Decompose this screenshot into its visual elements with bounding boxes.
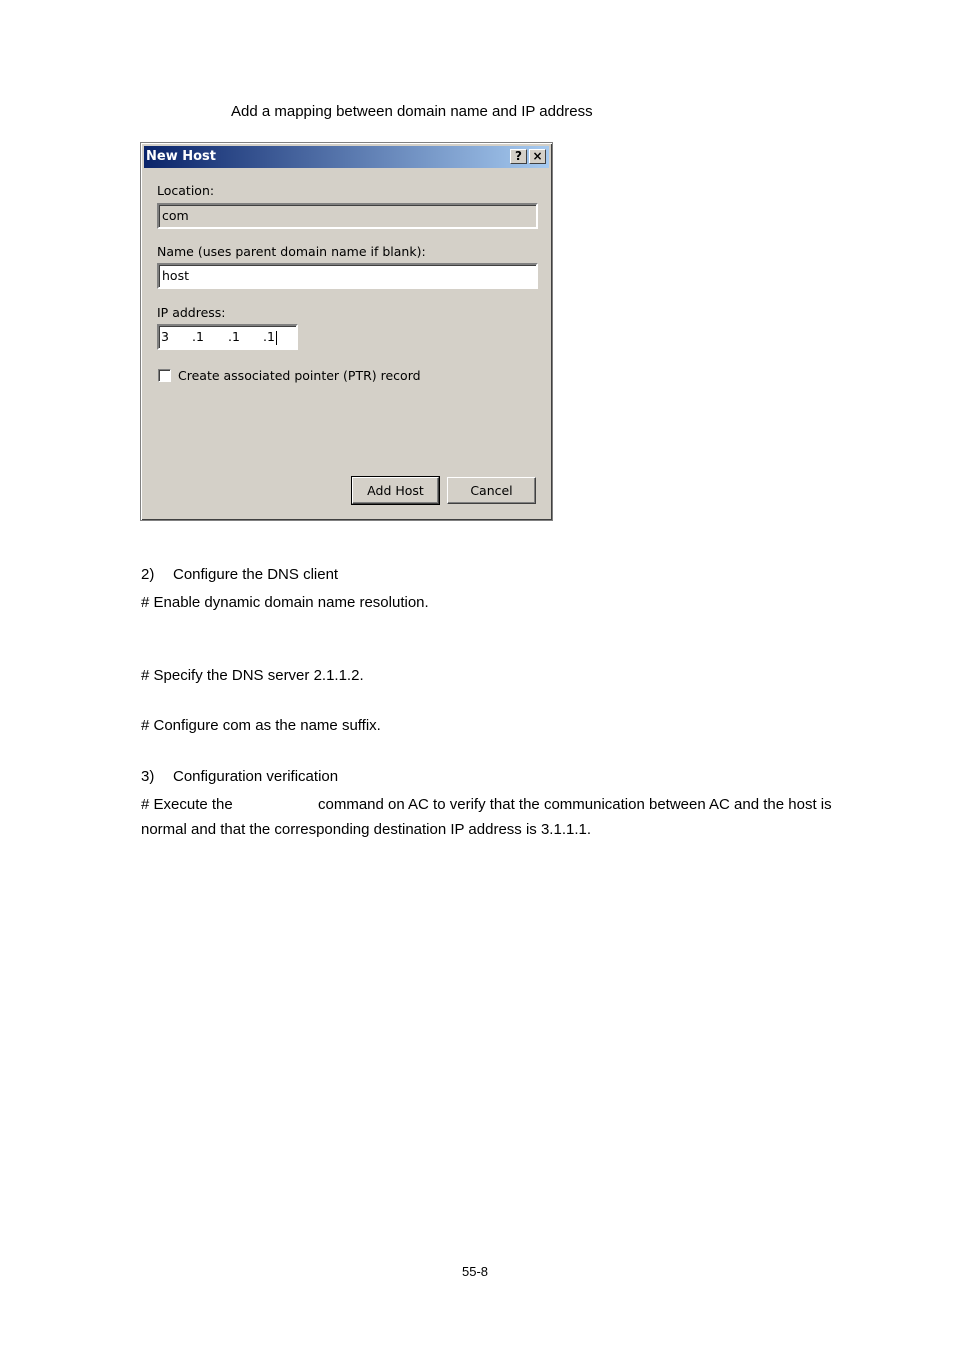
ip-label: IP address: xyxy=(157,305,226,320)
ip-octet-3[interactable]: .1 xyxy=(228,329,240,344)
execute-line2-text: normal and that the corresponding destination IP address is 3.1.1.1. xyxy=(141,821,592,838)
name-label: Name (uses parent domain name if blank): xyxy=(157,244,426,259)
figure-caption: Add a mapping between domain name and IP address xyxy=(231,103,593,120)
execute-prefix-text: # Execute the xyxy=(141,796,233,813)
step-3-number: 3) xyxy=(141,768,155,785)
ip-octet-2[interactable]: .1 xyxy=(192,329,204,344)
enable-dynamic-text: # Enable dynamic domain name resolution. xyxy=(141,594,429,611)
help-icon[interactable]: ? xyxy=(510,149,527,164)
text-caret xyxy=(276,331,277,345)
close-icon[interactable]: × xyxy=(529,149,546,164)
page-number: 55-8 xyxy=(462,1264,489,1279)
new-host-dialog xyxy=(140,142,553,521)
dialog-titlebar xyxy=(144,146,549,168)
location-value: com xyxy=(162,208,189,223)
step-2-number: 2) xyxy=(141,566,155,583)
ip-address-input[interactable] xyxy=(157,324,298,350)
ptr-checkbox-label[interactable]: Create associated pointer (PTR) record xyxy=(178,368,421,383)
name-value: host xyxy=(162,268,189,283)
location-field xyxy=(157,203,538,229)
location-label: Location: xyxy=(157,183,215,198)
configure-suffix-text: # Configure com as the name suffix. xyxy=(141,717,381,734)
dialog-title: New Host xyxy=(146,149,216,164)
execute-suffix-text: command on AC to verify that the communication between AC and the host is xyxy=(318,796,832,813)
ip-octet-4[interactable]: .1 xyxy=(263,329,275,344)
cancel-button[interactable]: Cancel xyxy=(447,477,536,504)
step-3-title: Configuration verification xyxy=(173,768,339,785)
specify-server-text: # Specify the DNS server 2.1.1.2. xyxy=(141,667,364,684)
add-host-button[interactable]: Add Host xyxy=(352,477,439,504)
name-input[interactable] xyxy=(157,263,538,289)
ptr-checkbox[interactable] xyxy=(158,369,171,382)
step-2-title: Configure the DNS client xyxy=(173,566,339,583)
ip-octet-1[interactable]: 3 xyxy=(161,329,169,344)
